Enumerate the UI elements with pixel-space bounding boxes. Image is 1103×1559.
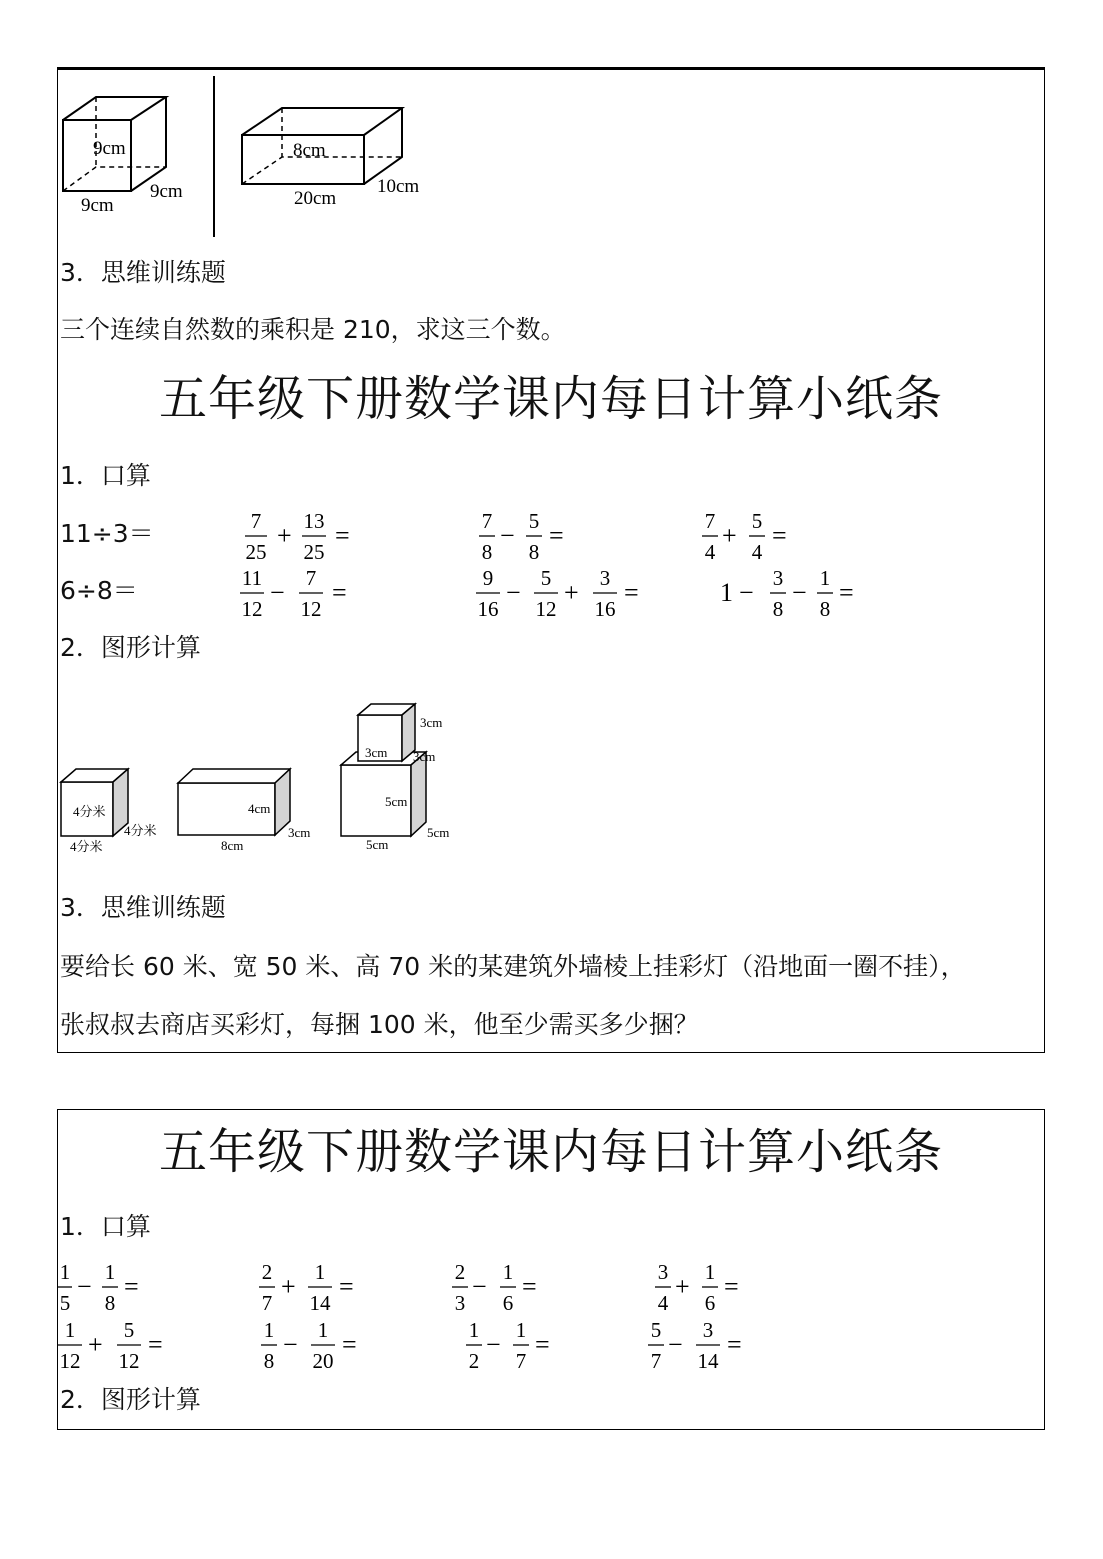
svg-text:−: − bbox=[283, 1330, 298, 1359]
svg-text:4: 4 bbox=[751, 540, 763, 564]
svg-text:1: 1 bbox=[468, 1318, 480, 1342]
svg-text:1: 1 bbox=[263, 1318, 275, 1342]
svg-text:12: 12 bbox=[59, 1349, 81, 1373]
oral-expr-c-r2-4 bbox=[648, 1318, 742, 1373]
cube-front-label: 4分米 bbox=[73, 804, 106, 819]
svg-text:1: 1 bbox=[59, 1260, 71, 1284]
svg-text:+: + bbox=[88, 1330, 103, 1359]
svg-text:+: + bbox=[564, 578, 579, 607]
svg-text:11: 11 bbox=[241, 566, 263, 590]
shape-figures-b bbox=[58, 695, 478, 865]
svg-text:=: = bbox=[839, 578, 854, 607]
svg-text:12: 12 bbox=[241, 597, 263, 621]
svg-text:8: 8 bbox=[263, 1349, 275, 1373]
svg-text:1: 1 bbox=[515, 1318, 527, 1342]
oral-expr-row1-col2 bbox=[238, 507, 358, 567]
svg-text:3: 3 bbox=[599, 566, 611, 590]
svg-text:4: 4 bbox=[704, 540, 716, 564]
thinking-line-1-b: 要给长 60 米、宽 50 米、高 70 米的某建筑外墙棱上挂彩灯（沿地面一圈不挂）， bbox=[60, 952, 966, 981]
worksheet-title-b: 五年级下册数学课内每日计算小纸条 bbox=[158, 371, 943, 427]
svg-text:3: 3 bbox=[454, 1291, 466, 1315]
svg-text:1: 1 bbox=[704, 1260, 716, 1284]
svg-text:16: 16 bbox=[594, 597, 616, 621]
oral-expr-row1-col4 bbox=[695, 507, 795, 567]
svg-text:1: 1 bbox=[720, 578, 733, 607]
svg-text:−: − bbox=[472, 1272, 487, 1301]
box-depth-label-b: 3cm bbox=[288, 825, 311, 840]
svg-text:+: + bbox=[277, 521, 292, 550]
svg-text:9: 9 bbox=[482, 566, 494, 590]
oral-expr-row2-col4 bbox=[714, 564, 874, 624]
svg-text:25: 25 bbox=[245, 540, 267, 564]
svg-text:7: 7 bbox=[250, 509, 262, 533]
svg-text:1: 1 bbox=[104, 1260, 116, 1284]
svg-text:=: = bbox=[339, 1272, 354, 1301]
top-figures bbox=[58, 70, 478, 245]
svg-text:7: 7 bbox=[515, 1349, 527, 1373]
svg-text:=: = bbox=[335, 521, 350, 550]
svg-text:8: 8 bbox=[819, 597, 831, 621]
svg-text:3: 3 bbox=[702, 1318, 714, 1342]
svg-text:12: 12 bbox=[300, 597, 322, 621]
svg-text:13: 13 bbox=[303, 509, 325, 533]
svg-text:25: 25 bbox=[303, 540, 325, 564]
worksheet-sheet-1 bbox=[57, 67, 1045, 1053]
svg-text:5: 5 bbox=[123, 1318, 135, 1342]
svg-text:2: 2 bbox=[468, 1349, 480, 1373]
cube-side-label: 4分米 bbox=[124, 823, 157, 838]
cube-4dm-figure bbox=[61, 769, 128, 836]
box-length-label-b: 8cm bbox=[221, 838, 244, 853]
cube-height-label: 9cm bbox=[93, 138, 126, 159]
big-cube-depth-label: 5cm bbox=[427, 825, 450, 840]
svg-text:1: 1 bbox=[64, 1318, 76, 1342]
oral-expr-c-r2-1 bbox=[58, 1318, 163, 1373]
oral-expr-c-r1-2 bbox=[259, 1260, 354, 1315]
box-height-label-b: 4cm bbox=[248, 801, 271, 816]
svg-text:8: 8 bbox=[104, 1291, 116, 1315]
svg-text:+: + bbox=[675, 1272, 690, 1301]
svg-text:7: 7 bbox=[704, 509, 716, 533]
svg-text:1: 1 bbox=[314, 1260, 326, 1284]
thinking-heading-a: 3．思维训练题 bbox=[60, 258, 226, 287]
oral-expr-c-r2-3 bbox=[466, 1318, 550, 1373]
svg-text:−: − bbox=[270, 578, 285, 607]
oral-heading-b: 1．口算 bbox=[60, 461, 151, 490]
worksheet-title-c: 五年级下册数学课内每日计算小纸条 bbox=[158, 1124, 943, 1180]
svg-text:=: = bbox=[342, 1330, 357, 1359]
oral-expr-c-r1-1 bbox=[58, 1260, 139, 1315]
worksheet-sheet-2 bbox=[57, 1109, 1045, 1430]
cube-depth-label: 9cm bbox=[150, 181, 183, 202]
svg-text:5: 5 bbox=[751, 509, 763, 533]
svg-text:5: 5 bbox=[528, 509, 540, 533]
top-cube-depth-label: 3cm bbox=[413, 749, 436, 764]
svg-text:5: 5 bbox=[59, 1291, 71, 1315]
svg-text:6: 6 bbox=[704, 1291, 716, 1315]
svg-text:=: = bbox=[549, 521, 564, 550]
svg-text:3: 3 bbox=[772, 566, 784, 590]
svg-text:=: = bbox=[772, 521, 787, 550]
top-cube-side-label: 3cm bbox=[420, 715, 443, 730]
svg-text:=: = bbox=[535, 1330, 550, 1359]
oral-expr-6div8: 6÷8＝ bbox=[60, 576, 138, 605]
box-8cm-figure bbox=[178, 769, 290, 835]
svg-text:7: 7 bbox=[305, 566, 317, 590]
svg-text:−: − bbox=[486, 1330, 501, 1359]
svg-text:2: 2 bbox=[454, 1260, 466, 1284]
oral-expr-row2-col3 bbox=[471, 564, 656, 624]
oral-expr-c-r2-2 bbox=[261, 1318, 357, 1373]
svg-text:12: 12 bbox=[118, 1349, 140, 1373]
svg-text:16: 16 bbox=[477, 597, 499, 621]
top-cube-front-label: 3cm bbox=[365, 745, 388, 760]
svg-text:=: = bbox=[727, 1330, 742, 1359]
oral-heading-c: 1．口算 bbox=[60, 1212, 151, 1241]
svg-text:4: 4 bbox=[657, 1291, 669, 1315]
stacked-cubes-figure bbox=[341, 704, 426, 836]
svg-text:1: 1 bbox=[502, 1260, 514, 1284]
svg-text:8: 8 bbox=[481, 540, 493, 564]
oral-expr-row1-col3 bbox=[473, 507, 573, 567]
shape-heading-c: 2．图形计算 bbox=[60, 1385, 201, 1414]
oral-expr-row2-col2 bbox=[234, 564, 359, 624]
svg-text:−: − bbox=[77, 1272, 92, 1301]
svg-text:5: 5 bbox=[650, 1318, 662, 1342]
thinking-text-a: 三个连续自然数的乘积是 210，求这三个数。 bbox=[60, 315, 566, 344]
svg-text:1: 1 bbox=[819, 566, 831, 590]
svg-text:12: 12 bbox=[535, 597, 557, 621]
cube-bottom-label: 4分米 bbox=[70, 839, 103, 854]
svg-text:14: 14 bbox=[697, 1349, 719, 1373]
svg-text:=: = bbox=[624, 578, 639, 607]
svg-text:6: 6 bbox=[502, 1291, 514, 1315]
svg-text:3: 3 bbox=[657, 1260, 669, 1284]
svg-text:=: = bbox=[724, 1272, 739, 1301]
svg-text:7: 7 bbox=[650, 1349, 662, 1373]
svg-text:8: 8 bbox=[772, 597, 784, 621]
svg-text:=: = bbox=[332, 578, 347, 607]
big-cube-length-label: 5cm bbox=[366, 837, 389, 852]
shape-heading-b: 2．图形计算 bbox=[60, 633, 201, 662]
svg-text:−: − bbox=[500, 521, 515, 550]
svg-text:1: 1 bbox=[317, 1318, 329, 1342]
svg-text:2: 2 bbox=[261, 1260, 273, 1284]
svg-text:5: 5 bbox=[540, 566, 552, 590]
svg-text:7: 7 bbox=[261, 1291, 273, 1315]
oral-expr-11div3: 11÷3＝ bbox=[60, 519, 154, 548]
svg-text:−: − bbox=[506, 578, 521, 607]
thinking-heading-b: 3．思维训练题 bbox=[60, 893, 226, 922]
oral-expr-c-r1-3 bbox=[452, 1260, 537, 1315]
box-depth-label: 10cm bbox=[377, 176, 420, 197]
thinking-line-2-b: 张叔叔去商店买彩灯，每捆 100 米，他至少需买多少捆？ bbox=[60, 1010, 699, 1039]
svg-text:=: = bbox=[124, 1272, 139, 1301]
svg-text:−: − bbox=[668, 1330, 683, 1359]
svg-text:14: 14 bbox=[309, 1291, 331, 1315]
big-cube-height-label: 5cm bbox=[385, 794, 408, 809]
svg-text:20: 20 bbox=[312, 1349, 334, 1373]
oral-expressions-c bbox=[58, 1258, 958, 1378]
svg-text:+: + bbox=[722, 521, 737, 550]
svg-text:=: = bbox=[522, 1272, 537, 1301]
box-length-label: 20cm bbox=[294, 188, 337, 209]
cube-width-label: 9cm bbox=[81, 195, 114, 216]
svg-text:−: − bbox=[739, 578, 754, 607]
svg-text:7: 7 bbox=[481, 509, 493, 533]
svg-text:8: 8 bbox=[528, 540, 540, 564]
svg-text:=: = bbox=[148, 1330, 163, 1359]
oral-expr-c-r1-4 bbox=[655, 1260, 739, 1315]
svg-text:−: − bbox=[792, 578, 807, 607]
box-height-label: 8cm bbox=[293, 140, 326, 161]
svg-text:+: + bbox=[281, 1272, 296, 1301]
